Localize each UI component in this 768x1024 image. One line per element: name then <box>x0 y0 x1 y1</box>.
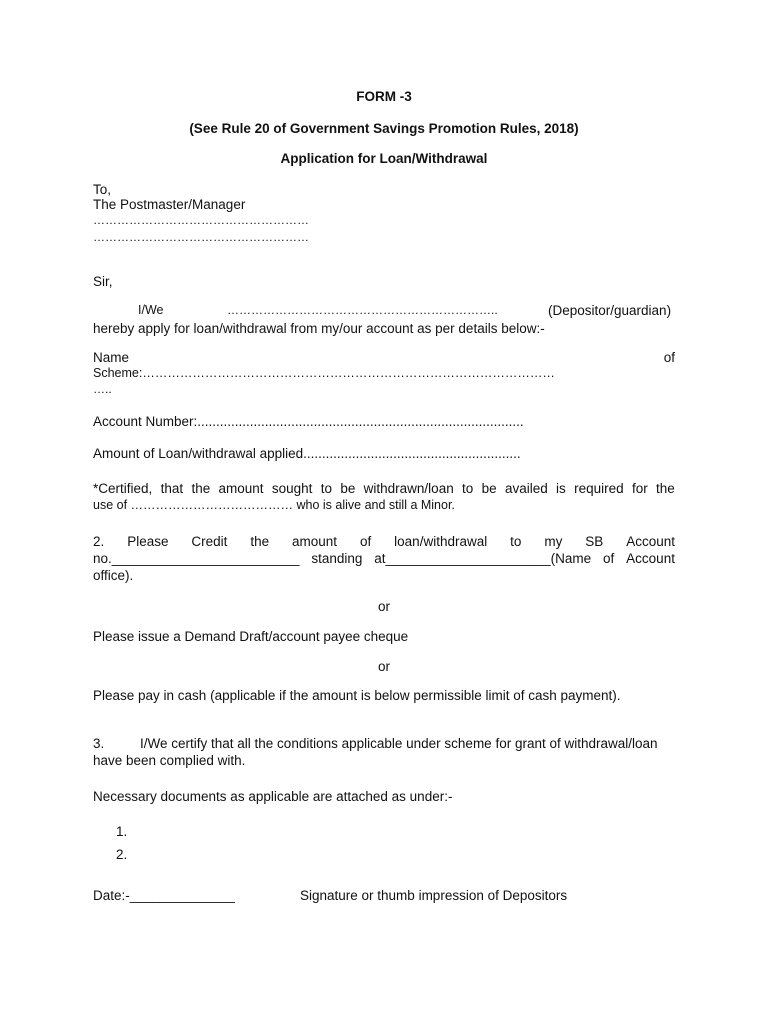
para2-word: Account <box>626 534 675 549</box>
certified-word: availed <box>504 481 548 496</box>
para2-line3: office). <box>93 568 134 583</box>
address-dots-2: ……………………………………………… <box>93 230 309 244</box>
para2-line2 <box>93 550 675 567</box>
signature-label: Signature or thumb impression of Depositors <box>300 888 568 903</box>
scheme-line: Scheme:……………………………………………………………………………………… <box>93 366 555 380</box>
certified-word: required <box>574 481 624 496</box>
form-title: Application for Loan/Withdrawal <box>280 151 488 166</box>
para2-word: standing <box>311 551 363 566</box>
para2-word: Please <box>127 534 169 549</box>
document-item: 2. <box>116 847 128 862</box>
address-to: To, <box>93 182 112 197</box>
certified-line2: use of ………………………………… who is alive and still a Minor. <box>93 498 455 512</box>
certified-word: amount <box>218 481 264 496</box>
para3-line2: have been complied with. <box>93 753 246 768</box>
document-item: 1. <box>116 824 128 839</box>
cash-line: Please pay in cash (applicable if the amount is below permissible limit of cash payment). <box>93 688 621 703</box>
para2-word: loan/withdrawal <box>394 534 488 549</box>
para2-word: at______________________(Name <box>374 551 592 566</box>
intro-dots: ………………………………………………………….. <box>227 303 498 317</box>
certified-word: is <box>556 481 566 496</box>
scheme-name-line <box>93 349 675 366</box>
form-number: FORM -3 <box>356 89 412 104</box>
para2-word: my <box>544 534 563 549</box>
para2-word: no._________________________ <box>93 551 300 566</box>
address-recipient: The Postmaster/Manager <box>93 197 246 212</box>
scheme-cont: ….. <box>93 382 112 396</box>
para2-word: of <box>603 551 615 566</box>
certified-word: withdrawn/loan <box>363 481 454 496</box>
para3-line1: I/We certify that all the conditions applicable under scheme for grant of withdrawal/loan <box>140 736 658 751</box>
scheme-of-word: of <box>663 350 675 365</box>
para2-word: SB <box>585 534 604 549</box>
certified-line1 <box>93 480 675 497</box>
para2-line1 <box>93 533 675 550</box>
documents-heading: Necessary documents as applicable are attached as under:- <box>93 789 453 804</box>
demand-draft-line: Please issue a Demand Draft/account payee cheque <box>93 629 409 644</box>
certified-word: the <box>191 481 211 496</box>
certified-word: the <box>656 481 675 496</box>
para2-word: amount <box>292 534 338 549</box>
para2-word: the <box>250 534 270 549</box>
intro-iwe: I/We <box>138 303 164 317</box>
para2-word: Account <box>626 551 675 566</box>
or-separator-2: or <box>377 659 390 674</box>
certified-word: to <box>320 481 332 496</box>
certified-word: sought <box>271 481 313 496</box>
amount-applied-line: Amount of Loan/withdrawal applied.......................................................... <box>93 446 521 461</box>
certified-word: be <box>340 481 356 496</box>
address-dots-1: ……………………………………………… <box>93 213 309 227</box>
para2-word: 2. <box>93 534 105 549</box>
intro-role: (Depositor/guardian) <box>548 303 672 318</box>
certified-word: to <box>462 481 474 496</box>
date-field: Date:-______________ <box>93 888 235 903</box>
or-separator-1: or <box>377 599 390 614</box>
para2-word: to <box>510 534 522 549</box>
certified-word: *Certified, <box>93 481 153 496</box>
account-number-line: Account Number:....................................................................................... <box>93 414 524 429</box>
para3-number: 3. <box>93 736 105 751</box>
salutation: Sir, <box>93 274 113 289</box>
scheme-name-word: Name <box>93 350 130 365</box>
certified-word: that <box>160 481 184 496</box>
rule-reference: (See Rule 20 of Government Savings Promotion Rules, 2018) <box>189 121 579 136</box>
certified-word: for <box>631 481 648 496</box>
para2-word: Credit <box>191 534 228 549</box>
certified-word: be <box>481 481 497 496</box>
intro-line2: hereby apply for loan/withdrawal from my/our account as per details below:- <box>93 321 545 336</box>
para2-word: of <box>359 534 372 549</box>
